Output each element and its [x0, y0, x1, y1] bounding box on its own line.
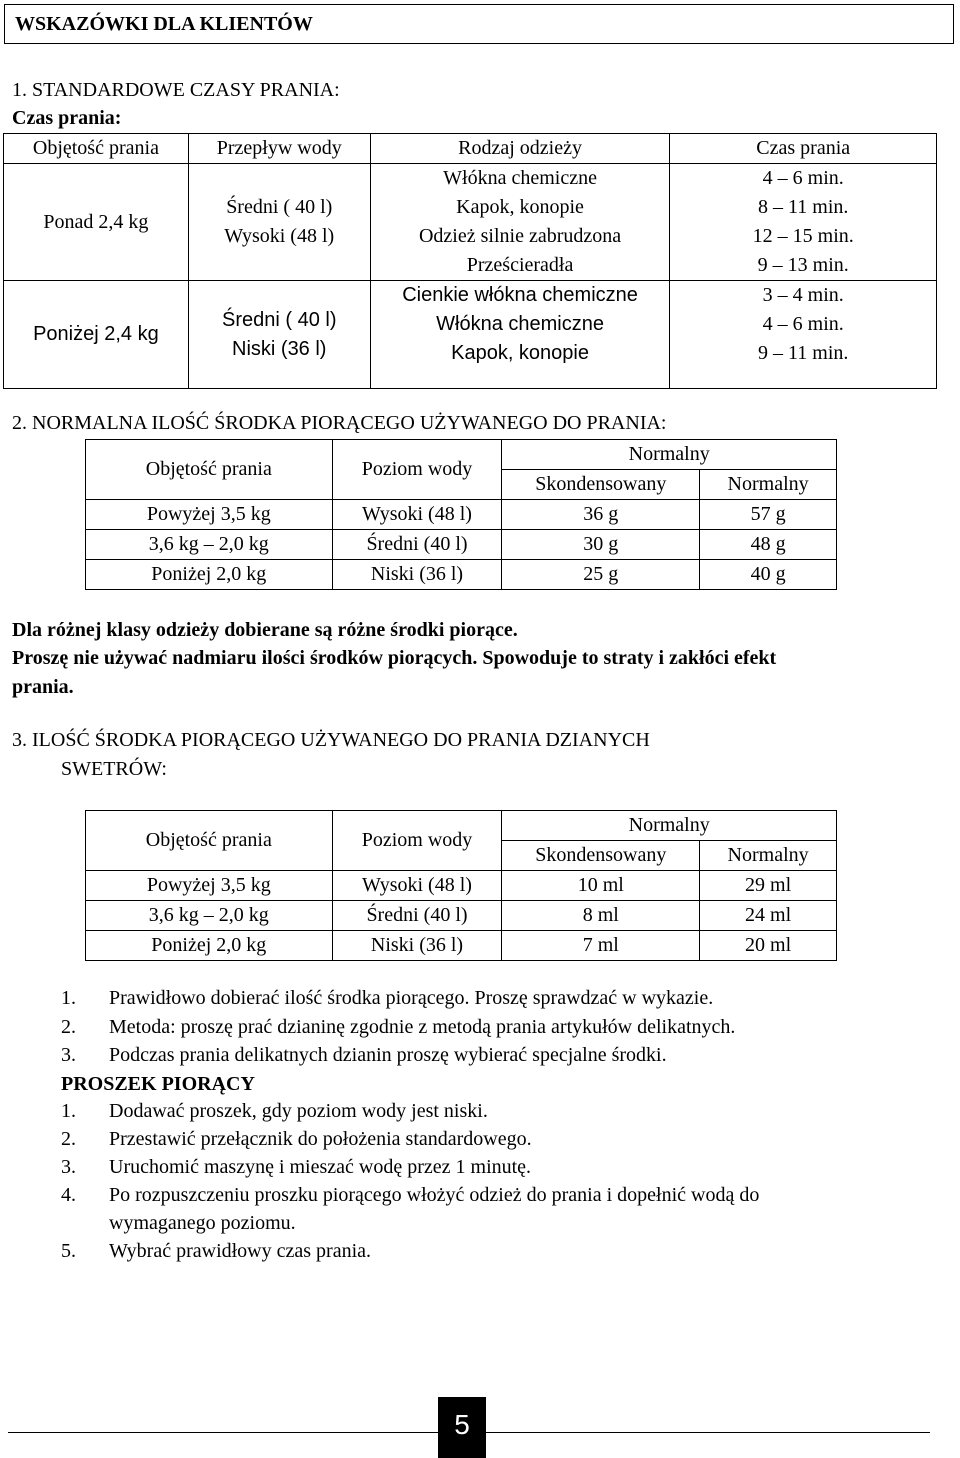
table-header-row [86, 440, 837, 470]
list-text: Uruchomić maszynę i mieszać wodę przez 1 minutę. [109, 1156, 532, 1178]
section-2-heading: 2. NORMALNA ILOŚĆ ŚRODKA PIORĄCEGO UŻYWANEGO DO PRANIA: [12, 412, 667, 434]
note-line: Proszę nie używać nadmiaru ilości środków piorących. Spowoduje to straty i zakłóci efekt [12, 647, 777, 669]
volume-cell: Powyżej 3,5 kg [86, 500, 333, 530]
table-header-cell: Poziom wody [332, 440, 502, 500]
garment-type-cell: Kapok, konopie [370, 339, 670, 389]
note-line: Dla różnej klasy odzieży dobierane są różne środki piorące. [12, 619, 518, 641]
section-1-heading: 1. STANDARDOWE CZASY PRANIA: [12, 79, 340, 101]
header-box [4, 4, 954, 44]
amount-cell: 48 g [700, 530, 837, 560]
time-cell: 9 – 11 min. [670, 339, 937, 389]
level-cell: Średni (40 l) [332, 901, 502, 931]
table-row [86, 931, 837, 961]
amount-cell: 40 g [700, 560, 837, 590]
level-cell: Wysoki (48 l) [332, 500, 502, 530]
table-row [86, 901, 837, 931]
list-item [61, 1127, 532, 1151]
section-1-subheading: Czas prania: [12, 107, 122, 129]
list-text: Wybrać prawidłowy czas prania. [109, 1240, 372, 1262]
page-number-box [438, 1397, 486, 1458]
volume-cell: Powyżej 3,5 kg [86, 871, 333, 901]
list-text: Metoda: proszę prać dzianinę zgodnie z metodą prania artykułów delikatnych. [109, 1016, 736, 1038]
table-row [86, 500, 837, 530]
flow-line: Niski (36 l) [232, 337, 327, 360]
volume-cell: 3,6 kg – 2,0 kg [86, 530, 333, 560]
level-cell: Wysoki (48 l) [332, 871, 502, 901]
time-cell: 3 – 4 min. [670, 281, 937, 311]
volume-cell: Poniżej 2,4 kg [4, 281, 189, 389]
level-cell: Niski (36 l) [332, 560, 502, 590]
volume-cell: 3,6 kg – 2,0 kg [86, 901, 333, 931]
amount-cell: 24 ml [700, 901, 837, 931]
list-item [61, 1239, 371, 1263]
garment-type-cell: Włókna chemiczne [370, 310, 670, 339]
amount-cell: 20 ml [700, 931, 837, 961]
list-text: Dodawać proszek, gdy poziom wody jest niski. [109, 1100, 488, 1122]
page-title: WSKAZÓWKI DLA KLIENTÓW [15, 13, 313, 35]
table-header-cell: Normalny [700, 470, 837, 500]
amount-cell: 29 ml [700, 871, 837, 901]
table-header-cell: Objętość prania [86, 440, 333, 500]
list-number: 3. [61, 1044, 76, 1066]
list-item [61, 1155, 531, 1179]
list-item [61, 1099, 488, 1123]
list-item [61, 1183, 759, 1207]
table-header-cell: Normalny [700, 841, 837, 871]
list-number: 1. [61, 1100, 76, 1122]
amount-cell: 30 g [502, 530, 700, 560]
time-cell: 9 – 13 min. [670, 251, 937, 281]
garment-type-cell: Odzież silnie zabrudzona [370, 222, 670, 251]
table-row [86, 530, 837, 560]
list-number: 2. [61, 1128, 76, 1150]
list-number: 1. [61, 987, 76, 1009]
list-item [61, 1043, 667, 1067]
flow-line: Średni ( 40 l) [226, 196, 333, 218]
powder-heading: PROSZEK PIORĄCY [61, 1073, 255, 1095]
table-header-cell: Czas prania [670, 134, 937, 164]
list-text: Prawidłowo dobierać ilość środka piorącego. Proszę sprawdzać w wykazie. [109, 987, 714, 1009]
amount-cell: 10 ml [502, 871, 700, 901]
sweater-detergent-table [85, 810, 837, 961]
list-text: wymaganego poziomu. [109, 1212, 296, 1234]
list-number: 2. [61, 1016, 76, 1038]
amount-cell: 8 ml [502, 901, 700, 931]
table-row [4, 281, 937, 311]
list-number: 3. [61, 1156, 76, 1178]
section-3-heading-cont: SWETRÓW: [61, 758, 167, 780]
table-header-cell: Normalny [502, 440, 837, 470]
level-cell: Niski (36 l) [332, 931, 502, 961]
table-header-cell: Objętość prania [4, 134, 189, 164]
table-header-cell: Poziom wody [332, 811, 502, 871]
level-cell: Średni (40 l) [332, 530, 502, 560]
flow-line: Średni ( 40 l) [221, 308, 337, 331]
table-row [4, 164, 937, 194]
table-row [86, 871, 837, 901]
table-header-cell: Przepływ wody [188, 134, 370, 164]
detergent-table [85, 439, 837, 590]
list-item [61, 1211, 296, 1235]
table-header-cell: Objętość prania [86, 811, 333, 871]
wash-times-table [3, 133, 937, 389]
garment-type-cell: Kapok, konopie [370, 193, 670, 222]
time-cell: 12 – 15 min. [670, 222, 937, 251]
garment-type-cell: Prześcieradła [370, 251, 670, 281]
amount-cell: 57 g [700, 500, 837, 530]
table-header-cell: Rodzaj odzieży [370, 134, 670, 164]
table-header-cell: Skondensowany [502, 470, 700, 500]
list-text: Podczas prania delikatnych dzianin proszę wybierać specjalne środki. [109, 1044, 667, 1066]
table-row [86, 560, 837, 590]
amount-cell: 25 g [502, 560, 700, 590]
volume-cell: Poniżej 2,0 kg [86, 560, 333, 590]
section-3-heading: 3. ILOŚĆ ŚRODKA PIORĄCEGO UŻYWANEGO DO PRANIA DZIANYCH [12, 729, 650, 751]
garment-type-cell: Cienkie włókna chemiczne [370, 281, 670, 311]
list-text: Przestawić przełącznik do położenia standardowego. [109, 1128, 532, 1150]
page-number: 5 [454, 1409, 470, 1440]
flow-line: Wysoki (48 l) [224, 225, 335, 247]
time-cell: 4 – 6 min. [670, 310, 937, 339]
volume-cell: Ponad 2,4 kg [4, 164, 189, 281]
time-cell: 4 – 6 min. [670, 164, 937, 194]
flow-cell [188, 164, 370, 281]
garment-type-cell: Włókna chemiczne [370, 164, 670, 194]
list-number: 4. [61, 1184, 76, 1206]
list-item [61, 986, 713, 1010]
table-header-cell: Skondensowany [502, 841, 700, 871]
list-item [61, 1015, 735, 1039]
amount-cell: 7 ml [502, 931, 700, 961]
table-header-row [86, 811, 837, 841]
table-header-row [4, 134, 937, 164]
volume-cell: Poniżej 2,0 kg [86, 931, 333, 961]
table-header-cell: Normalny [502, 811, 837, 841]
amount-cell: 36 g [502, 500, 700, 530]
flow-cell [188, 281, 370, 389]
list-number: 5. [61, 1240, 76, 1262]
note-line: prania. [12, 676, 74, 698]
list-text: Po rozpuszczeniu proszku piorącego włożyć odzież do prania i dopełnić wodą do [109, 1184, 760, 1206]
time-cell: 8 – 11 min. [670, 193, 937, 222]
